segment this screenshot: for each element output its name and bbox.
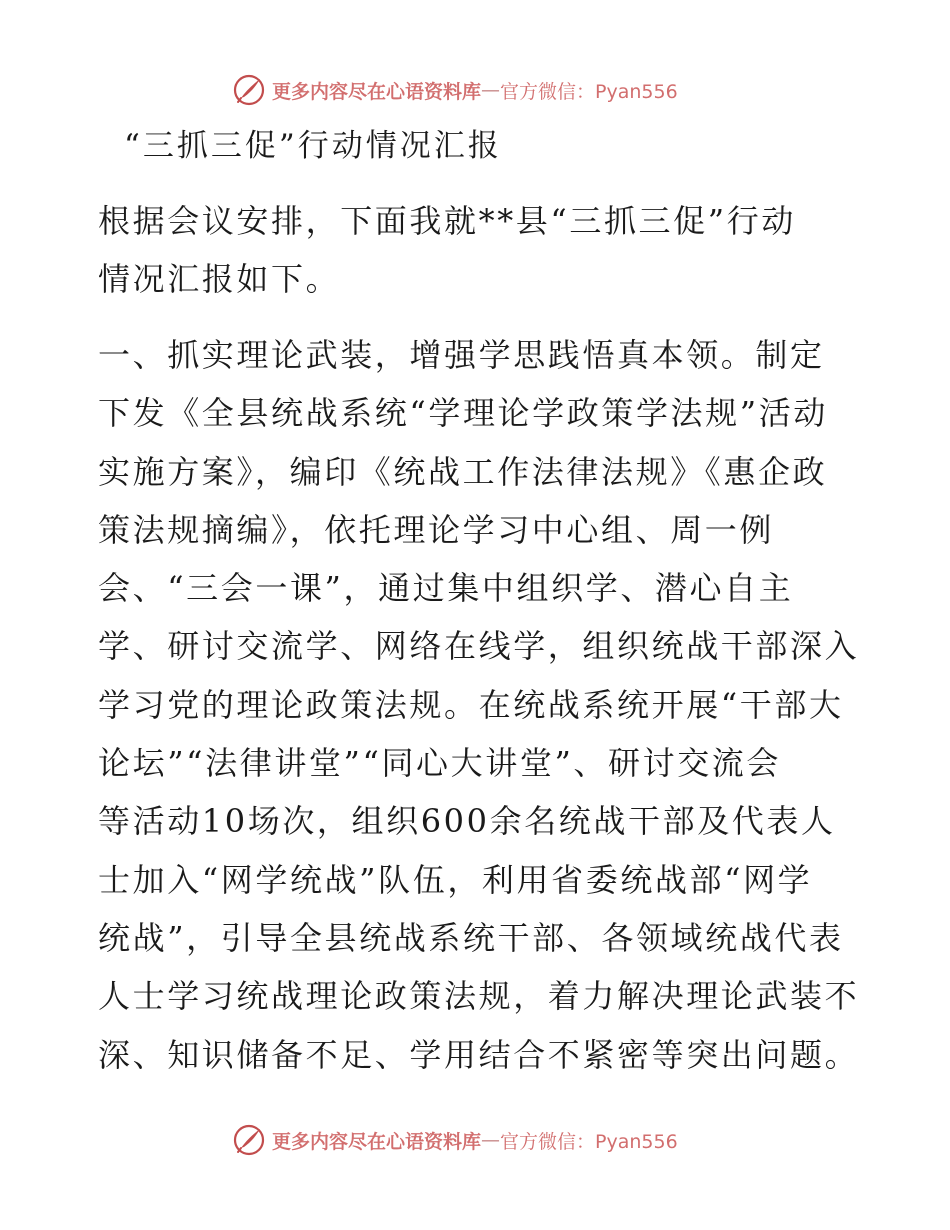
watermark-separator: — (481, 79, 501, 101)
watermark-wechat-text: 官方微信：Pyan556 (500, 1130, 678, 1153)
watermark-main-text: 更多内容尽在心语资料库 (272, 80, 482, 103)
paragraph-section-one (98, 326, 858, 1084)
text-line: 人士学习统战理论政策法规，着力解决理论武装不 (98, 977, 860, 1016)
watermark-separator: — (481, 1129, 501, 1151)
text-line: 会、“三会一课”，通过集中组织学、潜心自主 (98, 569, 794, 608)
watermark-main-text: 更多内容尽在心语资料库 (272, 1130, 482, 1153)
watermark-wechat-text: 官方微信：Pyan556 (500, 80, 678, 103)
watermark-header (232, 72, 678, 108)
document-title: “三抓三促”行动情况汇报 (124, 128, 502, 164)
text-line: 士加入“网学统战”队伍，利用省委统战部“网学 (98, 860, 813, 899)
text-line: 等活动10场次，组织600余名统战干部及代表人 (98, 802, 836, 841)
text-line: 统战”，引导全县统战系统干部、各领域统战代表 (98, 918, 844, 957)
watermark-footer (232, 1122, 678, 1158)
text-line: 根据会议安排，下面我就**县“三抓三促”行动 (98, 202, 796, 240)
text-line: 论坛”“法律讲堂”“同心大讲堂”、研讨交流会 (98, 744, 781, 783)
text-line: 策法规摘编》，依托理论学习中心组、周一例 (98, 510, 775, 549)
text-line: 实施方案》，编印《统战工作法律法规》《惠企政 (98, 452, 828, 491)
text-line: 下发《全县统战系统“学理论学政策学法规”活动 (98, 394, 828, 433)
text-line: 深、知识储备不足、学用结合不紧密等突出问题。 (98, 1035, 860, 1074)
text-line: 情况汇报如下。 (98, 260, 341, 299)
text-line: 学习党的理论政策法规。在统战系统开展“干部大 (98, 685, 844, 724)
text-line: 一、抓实理论武装，增强学思践悟真本领。制定 (98, 336, 825, 374)
quill-logo-icon (232, 73, 266, 107)
text-line: 学、研讨交流学、网络在线学，组织统战干部深入 (98, 627, 860, 666)
paragraph-intro (98, 192, 858, 309)
quill-logo-icon (232, 1123, 266, 1157)
